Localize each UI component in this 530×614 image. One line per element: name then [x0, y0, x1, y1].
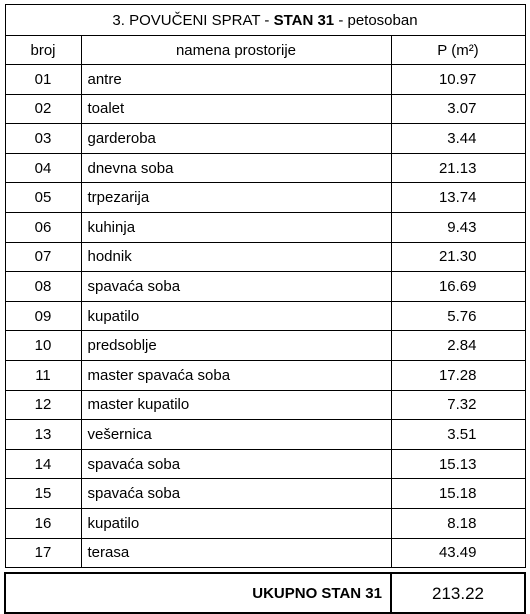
room-area: 2.84	[391, 331, 525, 361]
table-row	[5, 65, 525, 95]
total-label: UKUPNO STAN 31	[5, 573, 391, 613]
room-name: predsoblje	[81, 331, 391, 361]
room-name: dnevna soba	[81, 153, 391, 183]
room-number: 07	[5, 242, 81, 272]
room-name: spavaća soba	[81, 479, 391, 509]
room-number: 12	[5, 390, 81, 420]
room-number: 17	[5, 538, 81, 568]
room-area: 43.49	[391, 538, 525, 568]
room-area: 16.69	[391, 272, 525, 302]
title-prefix: 3. POVUČENI SPRAT -	[112, 11, 274, 29]
table-row	[5, 449, 525, 479]
room-rows	[5, 65, 525, 614]
room-number: 06	[5, 212, 81, 242]
room-number: 11	[5, 360, 81, 390]
room-area: 10.97	[391, 65, 525, 95]
room-area-table	[4, 4, 526, 614]
room-area: 13.74	[391, 183, 525, 213]
table-row	[5, 360, 525, 390]
room-name: kupatilo	[81, 508, 391, 538]
room-area: 21.13	[391, 153, 525, 183]
room-area: 3.07	[391, 94, 525, 124]
room-name: master kupatilo	[81, 390, 391, 420]
table-row	[5, 272, 525, 302]
room-name: hodnik	[81, 242, 391, 272]
room-number: 15	[5, 479, 81, 509]
title-apartment: STAN 31	[273, 11, 335, 29]
table-row	[5, 183, 525, 213]
table-row	[5, 124, 525, 154]
table-row	[5, 479, 525, 509]
room-number: 10	[5, 331, 81, 361]
room-number: 05	[5, 183, 81, 213]
room-number: 09	[5, 301, 81, 331]
room-name: kuhinja	[81, 212, 391, 242]
room-area: 5.76	[391, 301, 525, 331]
room-name: master spavaća soba	[81, 360, 391, 390]
table-title-row	[5, 5, 525, 36]
column-header-name: namena prostorije	[81, 36, 391, 65]
room-area: 3.51	[391, 420, 525, 450]
room-area: 9.43	[391, 212, 525, 242]
room-number: 13	[5, 420, 81, 450]
table-row	[5, 420, 525, 450]
room-name: vešernica	[81, 420, 391, 450]
room-name: kupatilo	[81, 301, 391, 331]
room-name: trpezarija	[81, 183, 391, 213]
room-number: 03	[5, 124, 81, 154]
room-area: 3.44	[391, 124, 525, 154]
room-area: 15.13	[391, 449, 525, 479]
table-row	[5, 242, 525, 272]
room-area-table-sheet	[4, 4, 524, 610]
table-row	[5, 390, 525, 420]
column-header-area: P (m²)	[391, 36, 525, 65]
column-header-number: broj	[5, 36, 81, 65]
room-number: 04	[5, 153, 81, 183]
table-row	[5, 212, 525, 242]
room-number: 08	[5, 272, 81, 302]
total-row	[5, 573, 525, 613]
room-area: 15.18	[391, 479, 525, 509]
room-area: 8.18	[391, 508, 525, 538]
room-name: antre	[81, 65, 391, 95]
table-row	[5, 153, 525, 183]
room-name: garderoba	[81, 124, 391, 154]
room-name: terasa	[81, 538, 391, 568]
table-row	[5, 331, 525, 361]
room-name: spavaća soba	[81, 272, 391, 302]
room-area: 7.32	[391, 390, 525, 420]
table-row	[5, 508, 525, 538]
title-suffix: - petosoban	[334, 11, 418, 29]
table-row	[5, 301, 525, 331]
room-number: 16	[5, 508, 81, 538]
total-value: 213.22	[391, 573, 525, 613]
column-header-row	[5, 36, 525, 65]
room-number: 02	[5, 94, 81, 124]
room-number: 14	[5, 449, 81, 479]
table-title	[5, 5, 525, 36]
room-number: 01	[5, 65, 81, 95]
table-row	[5, 94, 525, 124]
room-area: 17.28	[391, 360, 525, 390]
room-name: spavaća soba	[81, 449, 391, 479]
room-area: 21.30	[391, 242, 525, 272]
room-name: toalet	[81, 94, 391, 124]
table-row	[5, 538, 525, 568]
